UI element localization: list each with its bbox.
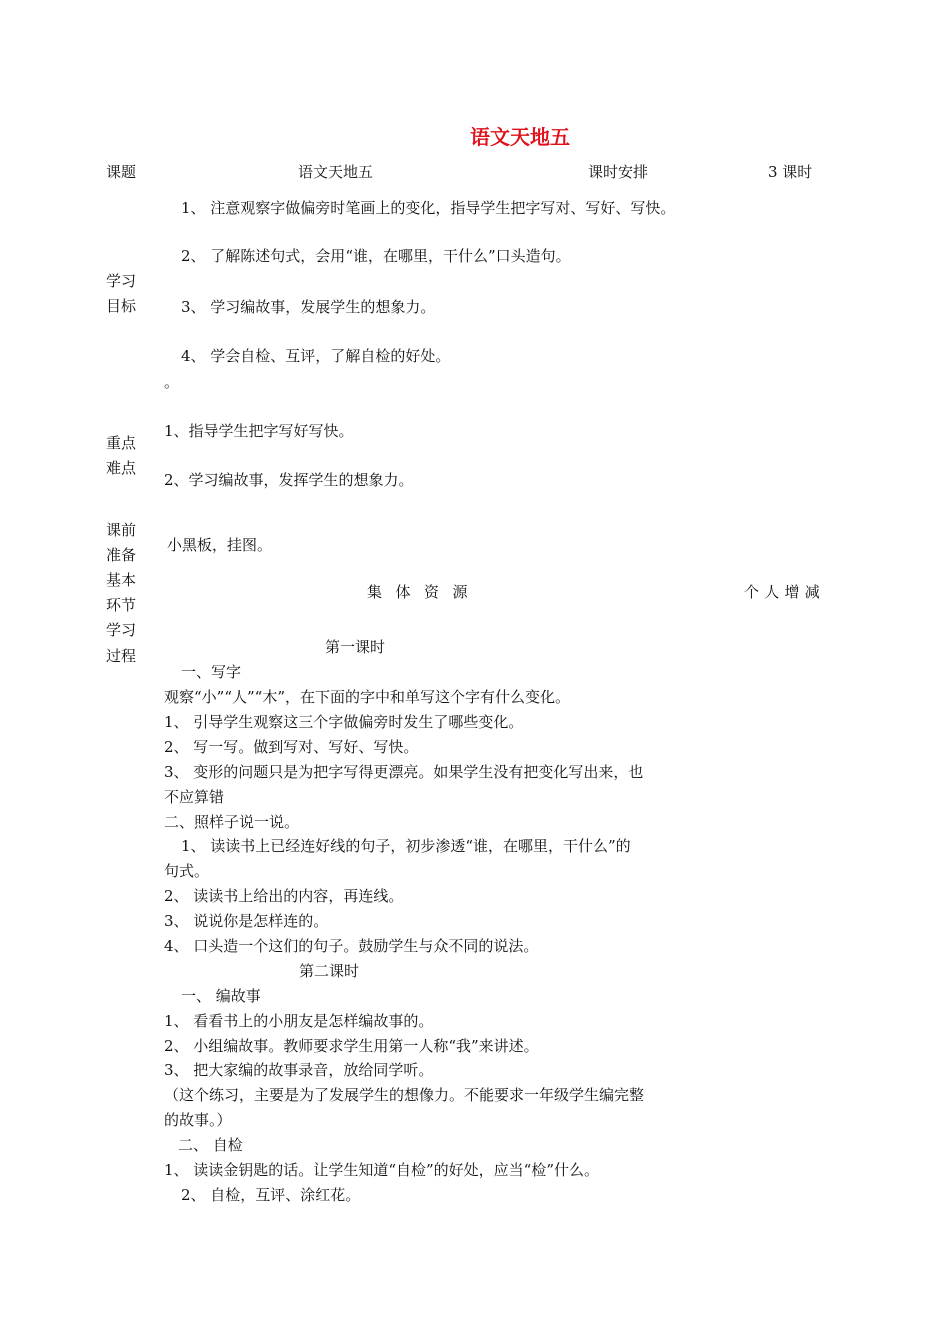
lesson2-heading: 第二课时 bbox=[299, 962, 360, 980]
process-label-1: 基本 bbox=[106, 571, 137, 589]
objectives-trailing-mark: 。 bbox=[164, 373, 180, 391]
document-title: 语文天地五 bbox=[470, 125, 570, 149]
personal-adjustments-heading: 个人增减 bbox=[744, 583, 826, 601]
lesson1-line: 句式。 bbox=[164, 862, 210, 880]
topic-label: 课题 bbox=[106, 163, 137, 181]
objectives-label-1: 学习 bbox=[106, 272, 137, 290]
lesson2-line: 2、 小组编故事。教师要求学生用第一人称“我”来讲述。 bbox=[164, 1037, 539, 1055]
keypoints-label-1: 重点 bbox=[106, 434, 137, 452]
lesson1-line: 2、 读读书上给出的内容，再连线。 bbox=[164, 887, 404, 905]
lesson1-section1: 一、写字 bbox=[181, 663, 242, 681]
lesson2-line: 3、 把大家编的故事录音，放给同学听。 bbox=[164, 1061, 434, 1079]
objective-item: 1、 注意观察字做偏旁时笔画上的变化，指导学生把字写对、写好、写快。 bbox=[181, 199, 676, 217]
lesson2-line: 1、 看看书上的小朋友是怎样编故事的。 bbox=[164, 1012, 434, 1030]
keypoint-item: 2、学习编故事，发挥学生的想象力。 bbox=[164, 471, 414, 489]
lesson1-heading: 第一课时 bbox=[325, 638, 386, 656]
objectives-label-2: 目标 bbox=[106, 297, 137, 315]
lesson1-line: 观察“小”“人”“木”，在下面的字中和单写这个字有什么变化。 bbox=[164, 688, 571, 706]
lesson1-line: 不应算错 bbox=[164, 788, 225, 806]
lesson2-line: （这个练习，主要是为了发展学生的想像力。不能要求一年级学生编完整 bbox=[164, 1086, 645, 1104]
collective-resources-heading: 集体资源 bbox=[367, 583, 482, 601]
lesson2-section2: 二、 自检 bbox=[178, 1136, 243, 1154]
lesson1-line: 二、照样子说一说。 bbox=[164, 813, 300, 831]
schedule-label: 课时安排 bbox=[588, 163, 649, 181]
lesson1-line: 1、 读读书上已经连好线的句子，初步渗透“谁，在哪里，干什么”的 bbox=[181, 837, 631, 855]
process-label-3: 学习 bbox=[106, 621, 137, 639]
process-label-4: 过程 bbox=[106, 647, 137, 665]
lesson2-line: 1、 读读金钥匙的话。让学生知道“自检”的好处，应当“检”什么。 bbox=[164, 1161, 599, 1179]
lesson1-line: 1、 引导学生观察这三个字做偏旁时发生了哪些变化。 bbox=[164, 713, 524, 731]
lesson1-line: 4、 口头造一个这们的句子。鼓励学生与众不同的说法。 bbox=[164, 937, 539, 955]
objective-item: 3、 学习编故事，发展学生的想象力。 bbox=[181, 298, 436, 316]
process-label-2: 环节 bbox=[106, 596, 137, 614]
objective-item: 4、 学会自检、互评，了解自检的好处。 bbox=[181, 347, 451, 365]
preparation-label-1: 课前 bbox=[106, 521, 137, 539]
lesson2-line: 的故事。） bbox=[164, 1111, 232, 1129]
lesson1-line: 3、 变形的问题只是为把字写得更漂亮。如果学生没有把变化写出来，也 bbox=[164, 763, 644, 781]
lesson2-line: 2、 自检，互评、涂红花。 bbox=[181, 1186, 361, 1204]
topic-value: 语文天地五 bbox=[298, 163, 374, 181]
objective-item: 2、 了解陈述句式，会用“谁，在哪里，干什么”口头造句。 bbox=[181, 247, 571, 265]
lesson1-line: 2、 写一写。做到写对、写好、写快。 bbox=[164, 738, 419, 756]
schedule-value: 3 课时 bbox=[768, 163, 813, 181]
keypoints-label-2: 难点 bbox=[106, 459, 137, 477]
preparation-value: 小黑板，挂图。 bbox=[167, 536, 273, 554]
lesson1-line: 3、 说说你是怎样连的。 bbox=[164, 912, 329, 930]
lesson2-section1: 一、 编故事 bbox=[181, 987, 261, 1005]
keypoint-item: 1、指导学生把字写好写快。 bbox=[164, 422, 354, 440]
preparation-label-2: 准备 bbox=[106, 546, 137, 564]
